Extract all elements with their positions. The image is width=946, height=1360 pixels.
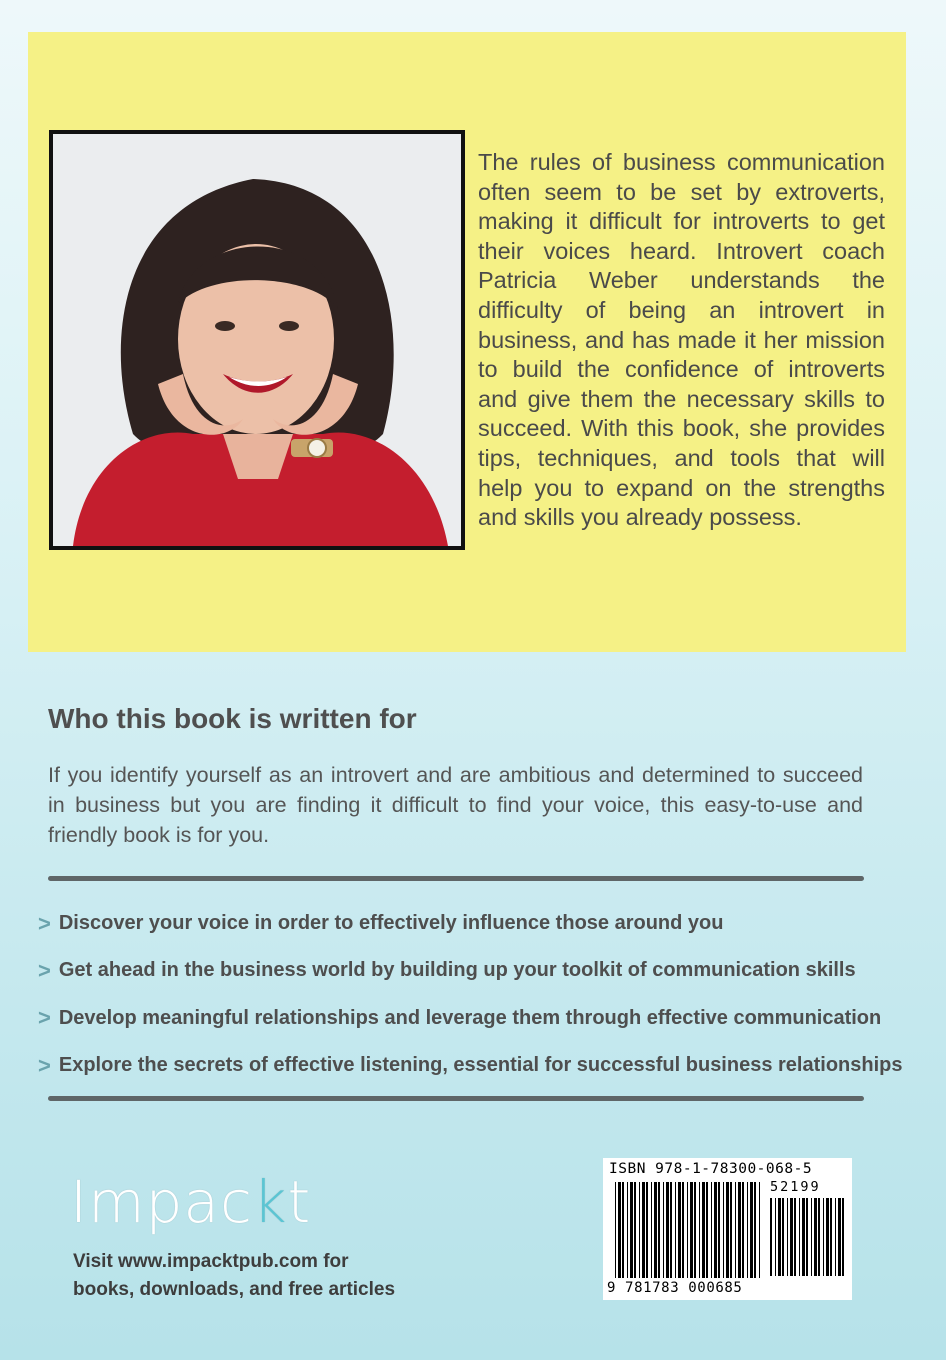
barcode-bar: [742, 1182, 744, 1278]
barcode-bar: [622, 1182, 624, 1278]
barcode-bar: [642, 1182, 645, 1278]
barcode-bar: [714, 1182, 717, 1278]
barcode-bar: [794, 1198, 796, 1276]
barcode-bar: [802, 1198, 805, 1276]
author-portrait-illustration: [53, 134, 461, 546]
barcode-bar: [835, 1198, 836, 1276]
benefit-text: Develop meaningful relationships and leverage them through effective communication: [58, 1006, 882, 1029]
chevron-right-icon: >: [38, 910, 51, 936]
barcode-bar: [627, 1182, 628, 1278]
benefit-item: [38, 947, 888, 994]
benefit-text: Discover your voice in order to effectively influence those around you: [58, 912, 724, 935]
barcode-bar: [682, 1182, 684, 1278]
barcode-bar: [690, 1182, 693, 1278]
barcode-bar: [639, 1182, 640, 1278]
price-barcode-bars: [770, 1198, 846, 1280]
barcode-bar: [634, 1182, 636, 1278]
barcode-bar: [750, 1182, 753, 1278]
barcode-bar: [778, 1198, 781, 1276]
barcode-bar: [787, 1198, 788, 1276]
barcode-bar: [842, 1198, 844, 1276]
divider-top: [48, 876, 864, 881]
barcode-bar: [658, 1182, 660, 1278]
barcode-bar: [702, 1182, 705, 1278]
isbn-barcode: [603, 1158, 852, 1300]
ean-digits: 9 781783 000685: [607, 1280, 743, 1296]
barcode-bar: [838, 1198, 841, 1276]
book-description: The rules of business communication often seem to be set by extroverts, making it difficult for introverts to get their voices heard. Introvert coach Patricia Weber understands the difficulty of being an introvert in business, and has made it her mission to build the confidence of introverts and give them the necessary skills to succeed. With this book, she provides tips, techniques, and tools that will help you to expand on the strengths and skills you already possess.: [478, 149, 885, 531]
publisher-logo: [70, 1168, 311, 1236]
barcode-bar: [735, 1182, 736, 1278]
benefits-list: [38, 900, 903, 1089]
logo-text-end: t: [287, 1168, 312, 1236]
barcode-bar: [823, 1198, 824, 1276]
barcode-bar: [706, 1182, 708, 1278]
barcode-bar: [790, 1198, 793, 1276]
barcode-bar: [723, 1182, 724, 1278]
benefit-item: [38, 1042, 903, 1089]
author-photo: [49, 130, 465, 550]
logo-text-main: Impac: [70, 1168, 253, 1236]
barcode-bar: [615, 1182, 616, 1278]
barcode-bar: [826, 1198, 829, 1276]
isbn-number: ISBN 978-1-78300-068-5: [609, 1161, 813, 1177]
barcode-bar: [730, 1182, 732, 1278]
barcode-bar: [799, 1198, 800, 1276]
benefit-text: Get ahead in the business world by building up your toolkit of communication skills: [58, 959, 856, 982]
ean-barcode-bars: [615, 1182, 763, 1282]
publisher-website-note: Visit www.impacktpub.com for books, downloads, and free articles: [73, 1251, 396, 1300]
barcode-bar: [670, 1182, 672, 1278]
barcode-bar: [678, 1182, 681, 1278]
barcode-bar: [654, 1182, 657, 1278]
barcode-bar: [830, 1198, 832, 1276]
barcode-bar: [675, 1182, 676, 1278]
barcode-bar: [646, 1182, 648, 1278]
divider-bottom: [48, 1096, 864, 1101]
barcode-bar: [711, 1182, 712, 1278]
benefit-item: [38, 995, 888, 1042]
barcode-bar: [630, 1182, 633, 1278]
barcode-bar: [775, 1198, 776, 1276]
benefit-item: [38, 900, 888, 947]
barcode-bar: [759, 1182, 760, 1278]
barcode-bar: [687, 1182, 688, 1278]
chevron-right-icon: >: [38, 1052, 51, 1078]
barcode-bar: [818, 1198, 820, 1276]
barcode-bar: [811, 1198, 812, 1276]
barcode-bar: [699, 1182, 700, 1278]
barcode-bar: [738, 1182, 741, 1278]
benefit-text: Explore the secrets of effective listening, essential for successful business relationships: [58, 1054, 903, 1077]
barcode-bar: [618, 1182, 621, 1278]
barcode-bar: [663, 1182, 664, 1278]
barcode-bar: [782, 1198, 784, 1276]
chevron-right-icon: >: [38, 1005, 51, 1031]
barcode-bar: [718, 1182, 720, 1278]
barcode-bar: [726, 1182, 729, 1278]
barcode-bar: [806, 1198, 808, 1276]
barcode-bar: [770, 1198, 772, 1276]
chevron-right-icon: >: [38, 957, 51, 983]
audience-description: If you identify yourself as an introvert and are ambitious and determined to succeed in business but you are finding it difficult to find your voice, this easy-to-use and friendly book is for you.: [48, 763, 863, 847]
barcode-bar: [694, 1182, 696, 1278]
barcode-bar: [754, 1182, 756, 1278]
barcode-bar: [666, 1182, 669, 1278]
barcode-bar: [747, 1182, 748, 1278]
audience-heading: Who this book is written for: [48, 703, 417, 734]
logo-text-accent: k: [252, 1168, 288, 1236]
barcode-bar: [651, 1182, 652, 1278]
price-code: 52199: [770, 1179, 821, 1195]
barcode-bar: [814, 1198, 817, 1276]
